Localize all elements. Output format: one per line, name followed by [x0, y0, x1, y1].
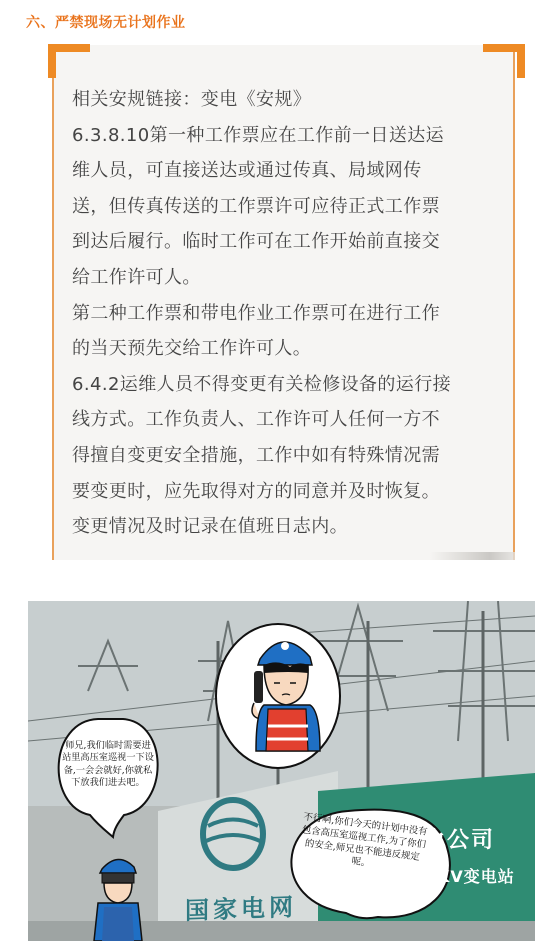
rule-line: 得擅自变更安全措施，工作中如有特殊情况需	[72, 444, 440, 466]
card-corner-top-right	[483, 44, 525, 78]
sign-text-company: 力公司	[423, 828, 496, 853]
rule-line: 维人员，可直接送达或通过传真、局域网传	[72, 160, 422, 182]
sign-text-substation: KV变电站	[437, 867, 515, 886]
section-heading: 六、严禁现场无计划作业	[26, 15, 186, 31]
rule-line: 线方式。工作负责人、工作许可人任何一方不	[72, 409, 440, 431]
rule-line: 给工作许可人。	[72, 266, 201, 288]
sign-text-state-grid: 国家电网	[185, 893, 297, 925]
rule-line: 6.4.2运维人员不得变更有关检修设备的运行接	[72, 373, 451, 395]
left-bubble-text: 师兄,我们临时需要进站里高压室巡视一下设备,一会会就好,你就私下放我们进去吧。	[62, 740, 154, 789]
rule-line: 要变更时，应先取得对方的同意并及时恢复。	[72, 480, 440, 502]
rule-line: 第二种工作票和带电作业工作票可在进行工作	[72, 302, 440, 324]
rule-text	[72, 82, 497, 545]
right-bubble-text: 不行啊,你们今天的计划中没有包含高压室巡视工作,为了你们的安全,师兄也不能违反规定呢。	[301, 811, 429, 870]
rule-line: 到达后履行。临时工作可在工作开始前直接交	[72, 231, 440, 253]
rule-line: 相关安规链接：变电《安规》	[72, 89, 312, 110]
rule-line: 变更情况及时记录在值班日志内。	[72, 516, 348, 538]
card-corner-top-left	[48, 44, 90, 78]
rule-line: 送，但传真传送的工作票许可应待正式工作票	[72, 195, 440, 217]
rule-line: 6.3.8.10第一种工作票应在工作前一日送达运	[72, 124, 445, 146]
rule-line: 的当天预先交给工作许可人。	[72, 338, 312, 360]
comic-illustration	[28, 601, 535, 941]
card-bottom-edge	[430, 552, 515, 560]
